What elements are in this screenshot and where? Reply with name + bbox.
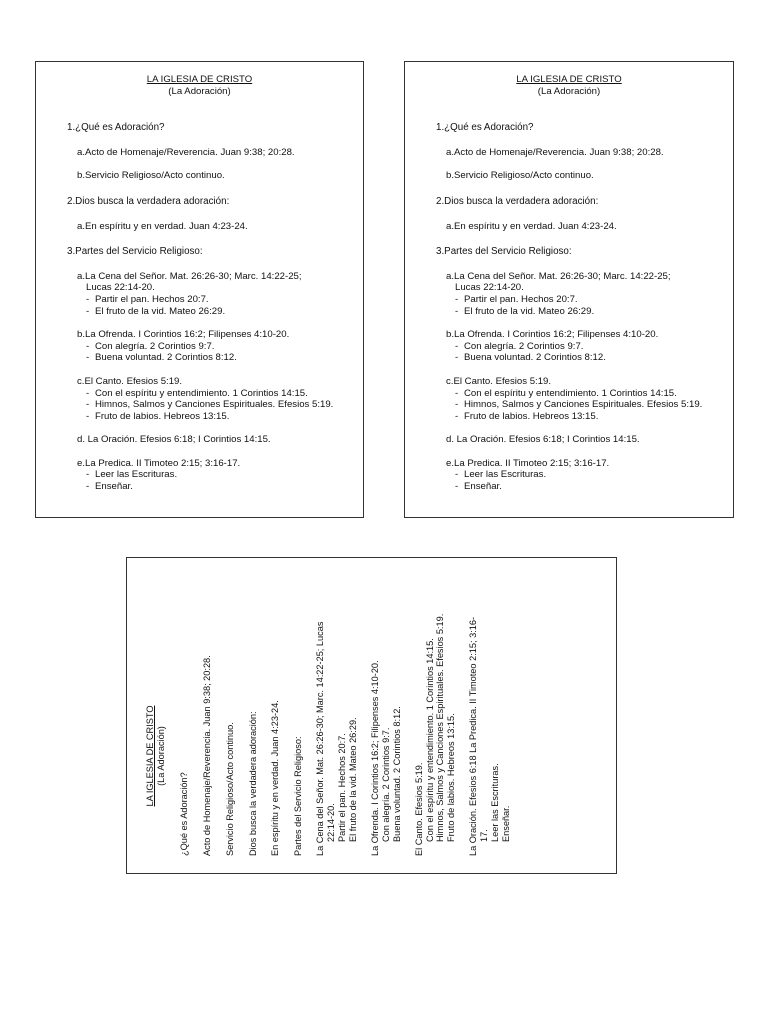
rotated-line: El Canto. Efesios 5:19. <box>413 762 424 856</box>
item-3b <box>67 329 347 364</box>
sub-item-text: Partir el pan. Hechos 20:7. <box>95 293 209 305</box>
sub-item-text: Enseñar. <box>95 481 133 493</box>
rotated-line: La Oración. Efesios 6:18 La Predica. II Timoteo 2:15; 3:16- <box>468 616 479 856</box>
sub-item <box>446 352 717 364</box>
doc-title: LA IGLESIA DE CRISTO <box>516 74 622 85</box>
sub-item <box>446 341 717 353</box>
question-3: 3.Partes del Servicio Religioso: <box>436 246 572 258</box>
rotated-block <box>315 576 359 856</box>
item-1b: b.Servicio Religioso/Acto continuo. <box>446 170 594 182</box>
rotated-line: Partes del Servicio Religioso: <box>293 736 304 856</box>
sub-item-text: Leer las Escrituras. <box>95 469 178 481</box>
rotated-block <box>414 576 458 856</box>
sub-item <box>77 341 347 353</box>
rotated-line: Dios busca la verdadera adoración: <box>247 711 258 856</box>
item-1b: b.Servicio Religioso/Acto continuo. <box>77 170 225 182</box>
sub-item <box>446 481 717 493</box>
dash: - <box>455 340 459 352</box>
sub-item-text: Fruto de labios. Hebreos 13:15. <box>464 410 599 422</box>
rotated-block <box>370 576 403 856</box>
sub-item <box>77 306 347 318</box>
rotated-line: La Cena del Señor. Mat. 26:26-30; Marc. 14:22-25; Lucas <box>315 621 326 856</box>
item-3b-head: b.La Ofrenda. I Corintios 16:2; Filipenses 4:10-20. <box>77 329 290 341</box>
sub-item-text: Buena voluntad. 2 Corintios 8:12. <box>95 352 237 364</box>
rotated-line: En espíritu y en verdad. Juan 4:23-24. <box>270 700 281 856</box>
sub-item <box>446 411 717 423</box>
dash: - <box>455 387 459 399</box>
item-3a-cont: Lucas 22:14-20. <box>455 282 524 294</box>
item-3c-head: c.El Canto. Efesios 5:19. <box>77 375 183 387</box>
sub-item-text: Con el espíritu y entendimiento. 1 Corintios 14:15. <box>464 387 677 399</box>
dash: - <box>455 352 459 364</box>
rotated-line: Acto de Homenaje/Reverencia. Juan 9:38; 20:28. <box>201 655 212 856</box>
dash: - <box>86 340 90 352</box>
dash: - <box>455 293 459 305</box>
sub-item <box>446 399 717 411</box>
sub-item <box>446 469 717 481</box>
dash: - <box>455 305 459 317</box>
dash: - <box>86 469 90 481</box>
rotated-line: 22:14-20. <box>326 803 337 842</box>
question-2: 2.Dios busca la verdadera adoración: <box>436 195 599 207</box>
question-1: 1.¿Qué es Adoración? <box>436 122 534 134</box>
document-card-right <box>404 61 734 518</box>
sub-item-text: Himnos, Salmos y Canciones Espirituales. Efesios 5:19. <box>464 399 703 411</box>
rotated-line: ¿Qué es Adoración? <box>178 772 189 856</box>
rotated-line: La Ofrenda. I Corintios 16:2; Filipenses 4:10-20. <box>369 660 380 856</box>
item-3a-head: a.La Cena del Señor. Mat. 26:26-30; Marc. 14:22-25; <box>446 270 671 282</box>
sub-item <box>446 294 717 306</box>
sub-item-text: Leer las Escrituras. <box>464 469 547 481</box>
sub-item-text: Himnos, Salmos y Canciones Espirituales. Efesios 5:19. <box>95 399 334 411</box>
rotated-subtitle: (La Adoración) <box>155 726 166 786</box>
question-2: 2.Dios busca la verdadera adoración: <box>67 195 230 207</box>
rotated-content <box>145 576 605 856</box>
question-3: 3.Partes del Servicio Religioso: <box>67 246 203 258</box>
item-3a <box>436 271 717 317</box>
sub-item-text: Fruto de labios. Hebreos 13:15. <box>95 410 230 422</box>
sub-item <box>77 352 347 364</box>
item-2a: a.En espíritu y en verdad. Juan 4:23-24. <box>77 220 248 232</box>
rotated-block <box>468 576 512 856</box>
doc-body <box>405 122 733 492</box>
dash: - <box>455 410 459 422</box>
sub-item <box>77 411 347 423</box>
sub-item-text: Con alegría. 2 Corintios 9:7. <box>464 340 584 352</box>
dash: - <box>86 399 90 411</box>
dash: - <box>86 481 90 493</box>
sub-item <box>77 469 347 481</box>
sub-item-text: Enseñar. <box>464 481 502 493</box>
doc-body <box>36 122 363 492</box>
sub-item-text: Partir el pan. Hechos 20:7. <box>464 293 578 305</box>
item-3e <box>67 458 347 493</box>
item-3b-head: b.La Ofrenda. I Corintios 16:2; Filipenses 4:10-20. <box>446 329 659 341</box>
dash: - <box>455 481 459 493</box>
item-3e-head: e.La Predica. II Timoteo 2:15; 3:16-17. <box>77 457 241 469</box>
rotated-line: Con alegría. 2 Corintios 9:7. <box>380 727 391 842</box>
dash: - <box>86 387 90 399</box>
item-3e <box>436 458 717 493</box>
sub-item <box>446 388 717 400</box>
rotated-line: El fruto de la vid. Mateo 26:29. <box>347 717 358 842</box>
document-card-rotated <box>126 557 617 874</box>
item-3c-head: c.El Canto. Efesios 5:19. <box>446 375 552 387</box>
item-2a: a.En espíritu y en verdad. Juan 4:23-24. <box>446 220 617 232</box>
item-3a <box>67 271 347 317</box>
rotated-line: 17. <box>479 829 490 842</box>
doc-title: LA IGLESIA DE CRISTO <box>146 74 253 85</box>
rotated-line: Enseñar. <box>500 805 511 842</box>
rotated-line: Servicio Religioso/Acto continuo. <box>224 722 235 856</box>
dash: - <box>455 469 459 481</box>
rotated-line: Con el espíritu y entendimiento. 1 Corintios 14:15. <box>424 638 435 842</box>
item-3a-head: a.La Cena del Señor. Mat. 26:26-30; Marc. 14:22-25; <box>77 270 302 282</box>
item-3c <box>436 376 717 422</box>
item-3c <box>67 376 347 422</box>
rotated-line: Fruto de labios. Hebreos 13:15. <box>446 713 457 842</box>
sub-item <box>77 481 347 493</box>
sub-item <box>77 294 347 306</box>
item-3d: d. La Oración. Efesios 6:18; I Corintios 14:15. <box>77 434 271 446</box>
item-1a: a.Acto de Homenaje/Reverencia. Juan 9:38; 20:28. <box>446 146 664 158</box>
sub-item <box>77 388 347 400</box>
item-3b <box>436 329 717 364</box>
question-1: 1.¿Qué es Adoración? <box>67 122 165 134</box>
doc-subtitle: (La Adoración) <box>168 85 231 97</box>
rotated-line: Partir el pan. Hechos 20:7. <box>337 733 348 842</box>
sub-item-text: El fruto de la vid. Mateo 26:29. <box>95 305 226 317</box>
sub-item-text: El fruto de la vid. Mateo 26:29. <box>464 305 595 317</box>
document-card-left <box>35 61 364 518</box>
item-3d: d. La Oración. Efesios 6:18; I Corintios 14:15. <box>446 434 640 446</box>
sub-item-text: Buena voluntad. 2 Corintios 8:12. <box>464 352 606 364</box>
dash: - <box>86 410 90 422</box>
sub-item-text: Con alegría. 2 Corintios 9:7. <box>95 340 215 352</box>
item-1a: a.Acto de Homenaje/Reverencia. Juan 9:38; 20:28. <box>77 146 295 158</box>
item-3e-head: e.La Predica. II Timoteo 2:15; 3:16-17. <box>446 457 610 469</box>
item-3a-cont: Lucas 22:14-20. <box>86 282 155 294</box>
dash: - <box>86 305 90 317</box>
rotated-line: Himnos, Salmos y Canciones Espirituales. Efesios 5:19. <box>435 613 446 842</box>
sub-item-text: Con el espíritu y entendimiento. 1 Corintios 14:15. <box>95 387 308 399</box>
sub-item <box>77 399 347 411</box>
sub-item <box>446 306 717 318</box>
dash: - <box>86 352 90 364</box>
dash: - <box>455 399 459 411</box>
rotated-line: Leer las Escrituras. <box>490 763 501 842</box>
doc-subtitle: (La Adoración) <box>537 85 601 97</box>
rotated-title: LA IGLESIA DE CRISTO <box>145 705 155 807</box>
dash: - <box>86 293 90 305</box>
rotated-line: Buena voluntad. 2 Corintios 8:12. <box>391 706 402 842</box>
